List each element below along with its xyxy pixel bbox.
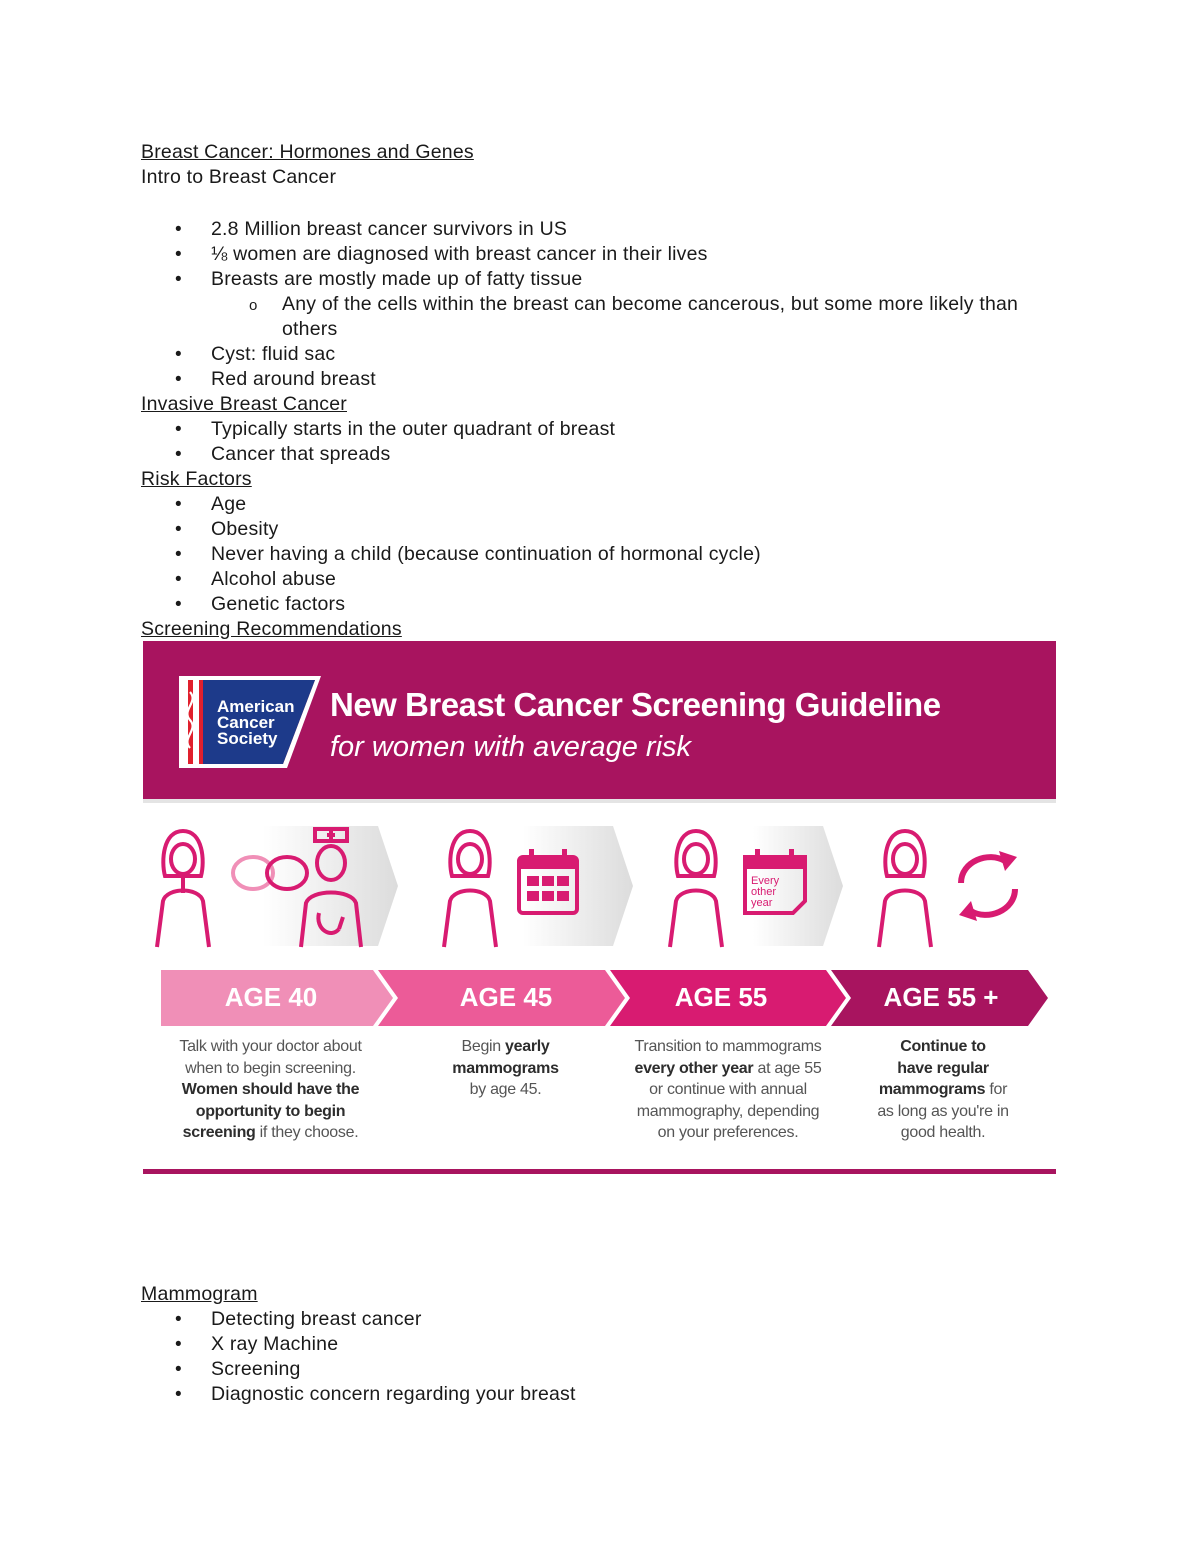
desc-line: mammograms [452, 1059, 559, 1077]
intro-list-2 [141, 342, 1061, 392]
woman-icon [157, 831, 209, 947]
age-label: AGE 55 + [883, 982, 999, 1012]
desc-line: Begin [461, 1038, 506, 1055]
document-title: Breast Cancer: Hormones and Genes [141, 141, 474, 163]
document-body-lower [141, 1282, 1061, 1407]
desc-line: by age 45. [469, 1081, 542, 1098]
infographic-title: New Breast Cancer Screening Guideline [330, 686, 941, 723]
desc-line: mammography, depending [636, 1102, 820, 1120]
logo-text: Cancer [217, 713, 275, 732]
logo-text: Society [217, 729, 278, 748]
stage-description [613, 1036, 843, 1144]
age-label: AGE 55 [674, 982, 768, 1012]
desc-line: mammograms [878, 1081, 986, 1098]
desc-line: Transition to mammograms [634, 1038, 822, 1055]
list-item: • Cancer that spreads [141, 442, 1061, 467]
desc-line: Continue to [900, 1038, 986, 1055]
desc-line: when to begin screening. [185, 1059, 356, 1077]
list-item: • Diagnostic concern regarding your breast [141, 1382, 1061, 1407]
screening-infographic [143, 641, 1056, 1175]
svg-text:year: year [751, 897, 773, 909]
list-item: • Age [141, 492, 1061, 517]
risk-heading: Risk Factors [141, 468, 252, 490]
list-item: • Never having a child (because continuation of hormonal cycle) [141, 542, 1061, 567]
age-label: AGE 40 [224, 982, 318, 1012]
document-body [141, 140, 1061, 642]
desc-line: good health. [900, 1124, 986, 1141]
list-item: • Cyst: fluid sac [141, 342, 1061, 367]
sub-list-item: o Any of the cells within the breast can become cancerous, but some more likely than others [141, 292, 1061, 342]
list-item: • X ray Machine [141, 1332, 1061, 1357]
desc-line: opportunity to begin [195, 1102, 346, 1120]
invasive-list [141, 417, 1061, 467]
infographic-header [143, 641, 1056, 799]
woman-icon [670, 831, 722, 947]
infographic-bottom-bar [143, 1169, 1056, 1174]
desc-line: or continue with annual [649, 1081, 807, 1098]
svg-text:Every: Every [751, 875, 780, 887]
desc-line: if they choose. [255, 1124, 359, 1141]
age-label: AGE 45 [459, 982, 553, 1012]
svg-text:other: other [751, 886, 777, 898]
refresh-icon [959, 851, 1017, 921]
list-item: • Alcohol abuse [141, 567, 1061, 592]
list-item: • Red around breast [141, 367, 1061, 392]
desc-line: yearly [505, 1038, 550, 1055]
woman-icon [444, 831, 496, 947]
list-item: • Obesity [141, 517, 1061, 542]
intro-list [141, 217, 1061, 292]
intro-sub-list [141, 292, 1061, 342]
desc-line: at age 55 [753, 1059, 822, 1077]
desc-line: on your preferences. [657, 1124, 799, 1141]
list-item: • Screening [141, 1357, 1061, 1382]
desc-line: have regular [897, 1059, 989, 1077]
intro-heading: Intro to Breast Cancer [141, 166, 337, 188]
list-item: • Detecting breast cancer [141, 1307, 1061, 1332]
mammogram-list [141, 1307, 1061, 1407]
stage-icons [143, 821, 1056, 951]
logo-text: American [217, 697, 295, 716]
list-item: • 2.8 Million breast cancer survivors in US [141, 217, 1061, 242]
mammogram-heading: Mammogram [141, 1283, 258, 1305]
desc-line: every other year [634, 1059, 754, 1077]
infographic-subtitle: for women with average risk [330, 731, 692, 763]
desc-line: Talk with your doctor about [179, 1038, 362, 1055]
list-item: • Genetic factors [141, 592, 1061, 617]
desc-line: screening [182, 1124, 256, 1141]
risk-list [141, 492, 1061, 617]
chevron-bg [263, 826, 398, 946]
stage-description [163, 1036, 378, 1144]
divider [143, 799, 1056, 803]
spacer [141, 190, 1061, 217]
woman-icon [879, 831, 931, 947]
desc-line: as long as you're in [877, 1102, 1009, 1120]
list-item: • ⅛ women are diagnosed with breast cancer in their lives [141, 242, 1061, 267]
stage-description [418, 1036, 593, 1101]
invasive-heading: Invasive Breast Cancer [141, 393, 347, 415]
list-item: • Typically starts in the outer quadrant of breast [141, 417, 1061, 442]
screening-heading: Screening Recommendations [141, 618, 402, 640]
desc-line: Women should have the [181, 1081, 360, 1098]
list-item: • Breasts are mostly made up of fatty tissue [141, 267, 1061, 292]
stage-description [858, 1036, 1028, 1144]
acs-logo [179, 676, 321, 768]
desc-line: for [985, 1081, 1008, 1098]
